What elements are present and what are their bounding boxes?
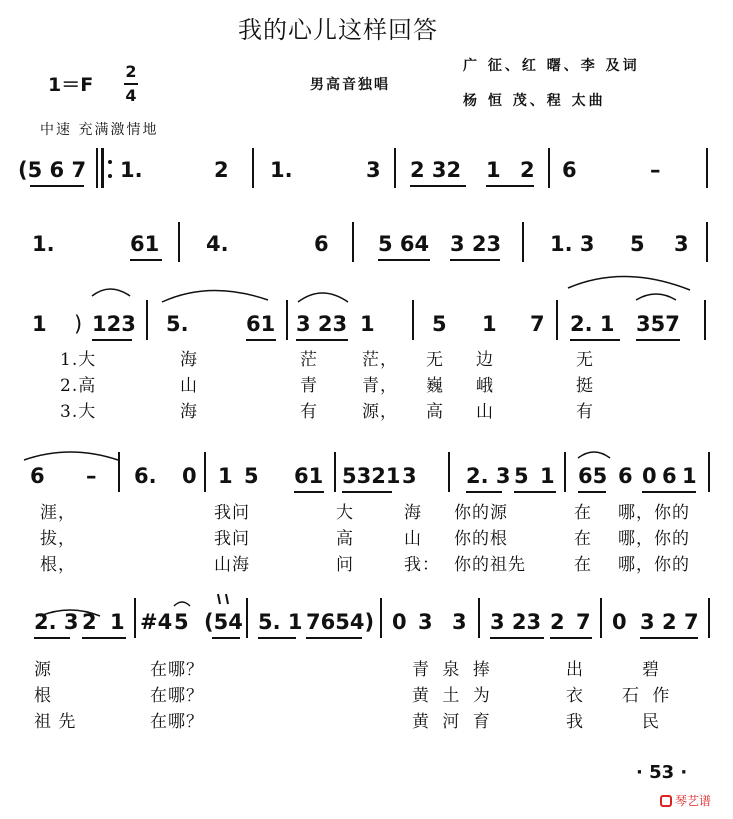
- barline: [448, 452, 450, 492]
- time-divider: [124, 83, 138, 85]
- barline: [246, 598, 248, 638]
- lyric: 山: [180, 376, 198, 396]
- note: 1: [218, 464, 233, 488]
- note: 3: [674, 232, 689, 256]
- notes-group: 2. 1: [570, 312, 615, 336]
- barline: [706, 148, 708, 188]
- time-numerator: 2: [125, 62, 137, 81]
- note: 2: [82, 610, 97, 634]
- notes-group: 3 23: [490, 610, 542, 634]
- lyric: 青: [300, 376, 318, 396]
- underline: [294, 491, 324, 493]
- lyric: 巍: [426, 376, 444, 396]
- note: 1: [32, 312, 47, 336]
- lyric: 海: [180, 402, 198, 422]
- barline: [548, 148, 550, 188]
- note: 6: [662, 464, 677, 488]
- lyricists: 广 征、红 曙、李 及词: [463, 58, 640, 74]
- barline: [286, 300, 288, 340]
- barline: [380, 598, 382, 638]
- lyric: 在: [574, 503, 592, 523]
- note: 0: [392, 610, 407, 634]
- note: 0: [612, 610, 627, 634]
- lyric: 茫: [300, 350, 318, 370]
- note: 1.: [32, 232, 55, 256]
- note: 1: [486, 158, 501, 182]
- underline: [296, 339, 348, 341]
- lyric: 1.大: [60, 350, 97, 370]
- note: 0: [642, 464, 657, 488]
- note: 3: [452, 610, 467, 634]
- barline: [412, 300, 414, 340]
- note: 7: [530, 312, 545, 336]
- notes-group: 5 64: [378, 232, 430, 256]
- barline: [708, 598, 710, 638]
- lyric: 问: [336, 555, 354, 575]
- barline: [394, 148, 396, 188]
- barline: [704, 300, 706, 340]
- note: 2: [520, 158, 535, 182]
- note: 6: [30, 464, 45, 488]
- page-number: · 53 ·: [636, 762, 688, 783]
- site-logo: [660, 792, 711, 809]
- time-signature: [124, 62, 138, 106]
- note: 6: [314, 232, 329, 256]
- lyric: 根: [34, 686, 52, 706]
- note: 7: [576, 610, 591, 634]
- underline: [486, 185, 534, 187]
- barline: [556, 300, 558, 340]
- lyric: 青 泉 捧: [412, 660, 494, 680]
- barline: [706, 222, 708, 262]
- notes-group: 2 32: [410, 158, 462, 182]
- note: 1: [110, 610, 125, 634]
- notes-group: 3 23: [296, 312, 348, 336]
- underline: [550, 637, 592, 639]
- note: 3: [418, 610, 433, 634]
- lyric: 石 作: [622, 686, 674, 706]
- note: 6.: [134, 464, 157, 488]
- lyric: 拔，: [40, 529, 76, 549]
- logo-text: 琴艺谱: [675, 794, 712, 808]
- lyric: 在哪？: [150, 712, 204, 732]
- underline: [378, 259, 430, 261]
- barline: [252, 148, 254, 188]
- note: 3: [640, 610, 655, 634]
- note: 1.: [270, 158, 293, 182]
- lyric: 高: [426, 402, 444, 422]
- slurs: [0, 270, 733, 310]
- lyric: 我问: [214, 503, 250, 523]
- composers: 杨 恒 茂、程 太曲: [463, 93, 606, 109]
- note: 6: [618, 464, 633, 488]
- dash: –: [86, 464, 97, 488]
- tempo-marking: 中速 充满激情地: [40, 122, 159, 138]
- underline: [82, 637, 126, 639]
- lyric: 山: [404, 529, 422, 549]
- underline: [514, 491, 556, 493]
- note: 3: [402, 464, 417, 488]
- lyric: 你的祖先: [454, 555, 526, 575]
- lyric: 祖 先: [34, 712, 77, 732]
- dash: –: [650, 158, 661, 182]
- note: 5: [432, 312, 447, 336]
- performance-type: 男高音独唱: [310, 77, 390, 93]
- lyric: 3.大: [60, 402, 97, 422]
- lyric: 你的根: [454, 529, 508, 549]
- note: 5: [174, 610, 189, 634]
- lyric: 高: [336, 529, 354, 549]
- lyric: 哪，你的: [618, 555, 690, 575]
- lyric: 在哪？: [150, 686, 204, 706]
- notes-group: 7654): [306, 610, 375, 634]
- barline: [204, 452, 206, 492]
- note: 2: [550, 610, 565, 634]
- lyric: 边: [476, 350, 494, 370]
- lyric: 哪，你的: [618, 503, 690, 523]
- lyric: 在哪？: [150, 660, 204, 680]
- underline: [640, 637, 698, 639]
- underline: [258, 637, 296, 639]
- lyric: 哪，你的: [618, 529, 690, 549]
- lyric: 挺: [576, 376, 594, 396]
- note: 7: [684, 610, 699, 634]
- lyric: 我：: [404, 555, 440, 575]
- lyric: 有: [576, 402, 594, 422]
- underline: [642, 491, 696, 493]
- note: 2: [662, 610, 677, 634]
- page-title: 我的心儿这样回答: [238, 16, 438, 44]
- underline: [570, 339, 620, 341]
- barline: [600, 598, 602, 638]
- note: 1: [482, 312, 497, 336]
- notes-group: 61: [246, 312, 276, 336]
- time-denominator: 4: [125, 86, 137, 105]
- lyric: 源: [34, 660, 52, 680]
- note: 6: [562, 158, 577, 182]
- notes-group: 3 23: [450, 232, 502, 256]
- notes-group: 5. 1: [258, 610, 303, 634]
- note: 1: [540, 464, 555, 488]
- lyric: 黄 河 育: [412, 712, 494, 732]
- note: 5.: [166, 312, 189, 336]
- note-sharp: #4: [140, 610, 173, 634]
- notes-triplet: 123: [92, 312, 136, 336]
- repeat-barline-thick: [101, 148, 104, 188]
- barline: [708, 452, 710, 492]
- lyric: 出: [566, 660, 584, 680]
- underline: [130, 259, 162, 261]
- notes-triplet: 357: [636, 312, 680, 336]
- barline: [522, 222, 524, 262]
- paren: ): [74, 312, 83, 336]
- logo-icon: [660, 795, 672, 807]
- lyric: 茫，: [362, 350, 398, 370]
- notes-group: 61: [130, 232, 160, 256]
- lyric: 黄 土 为: [412, 686, 494, 706]
- lyric: 碧: [642, 660, 660, 680]
- repeat-dot: [108, 160, 112, 164]
- lyric: 民: [642, 712, 660, 732]
- key-signature: 1＝F: [48, 74, 94, 96]
- lyric: 源，: [362, 402, 398, 422]
- repeat-barline: [96, 148, 98, 188]
- underline: [342, 491, 392, 493]
- lyric: 有: [300, 402, 318, 422]
- notes-group: (54: [204, 610, 243, 634]
- notes-group: 65: [578, 464, 608, 488]
- lyric: 山: [476, 402, 494, 422]
- underline: [92, 339, 132, 341]
- barline: [178, 222, 180, 262]
- lyric: 海: [404, 503, 422, 523]
- note: 5: [244, 464, 259, 488]
- barline: [478, 598, 480, 638]
- lyric: 2.高: [60, 376, 97, 396]
- repeat-dot: [108, 174, 112, 178]
- note: 2: [214, 158, 229, 182]
- note: 5: [630, 232, 645, 256]
- notes-group: 1. 3: [550, 232, 595, 256]
- underline: [636, 339, 680, 341]
- barline: [146, 300, 148, 340]
- barline: [564, 452, 566, 492]
- lyric: 根，: [40, 555, 76, 575]
- note: 1.: [120, 158, 143, 182]
- lyric: 青，: [362, 376, 398, 396]
- lyric: 峨: [476, 376, 494, 396]
- lyric: 我: [566, 712, 584, 732]
- note: 3: [366, 158, 381, 182]
- underline: [578, 491, 606, 493]
- underline: [212, 637, 240, 639]
- barline: [118, 452, 120, 492]
- underline: [410, 185, 466, 187]
- underline: [466, 491, 502, 493]
- lyric: 无: [576, 350, 594, 370]
- note: 0: [182, 464, 197, 488]
- note: 1: [360, 312, 375, 336]
- notes-group: 2. 3: [34, 610, 79, 634]
- note: 5: [514, 464, 529, 488]
- lyric: 在: [574, 529, 592, 549]
- notes-group: 2. 3: [466, 464, 511, 488]
- lyric: 海: [180, 350, 198, 370]
- lyric: 在: [574, 555, 592, 575]
- underline: [490, 637, 544, 639]
- notes-group: 61: [294, 464, 324, 488]
- underline: [450, 259, 500, 261]
- lyric: 大: [336, 503, 354, 523]
- underline: [306, 637, 362, 639]
- note: 4.: [206, 232, 229, 256]
- underline: [246, 339, 276, 341]
- notes-group: 5321: [342, 464, 401, 488]
- lyric: 你的源: [454, 503, 508, 523]
- lyric: 我问: [214, 529, 250, 549]
- lyric: 山海: [214, 555, 250, 575]
- notes-pickup: (5 6 7: [18, 158, 87, 182]
- barline: [134, 598, 136, 638]
- barline: [334, 452, 336, 492]
- underline: [34, 637, 70, 639]
- note: 1: [682, 464, 697, 488]
- underline: [30, 185, 84, 187]
- lyric: 无: [426, 350, 444, 370]
- lyric: 衣: [566, 686, 584, 706]
- lyric: 涯，: [40, 503, 76, 523]
- barline: [352, 222, 354, 262]
